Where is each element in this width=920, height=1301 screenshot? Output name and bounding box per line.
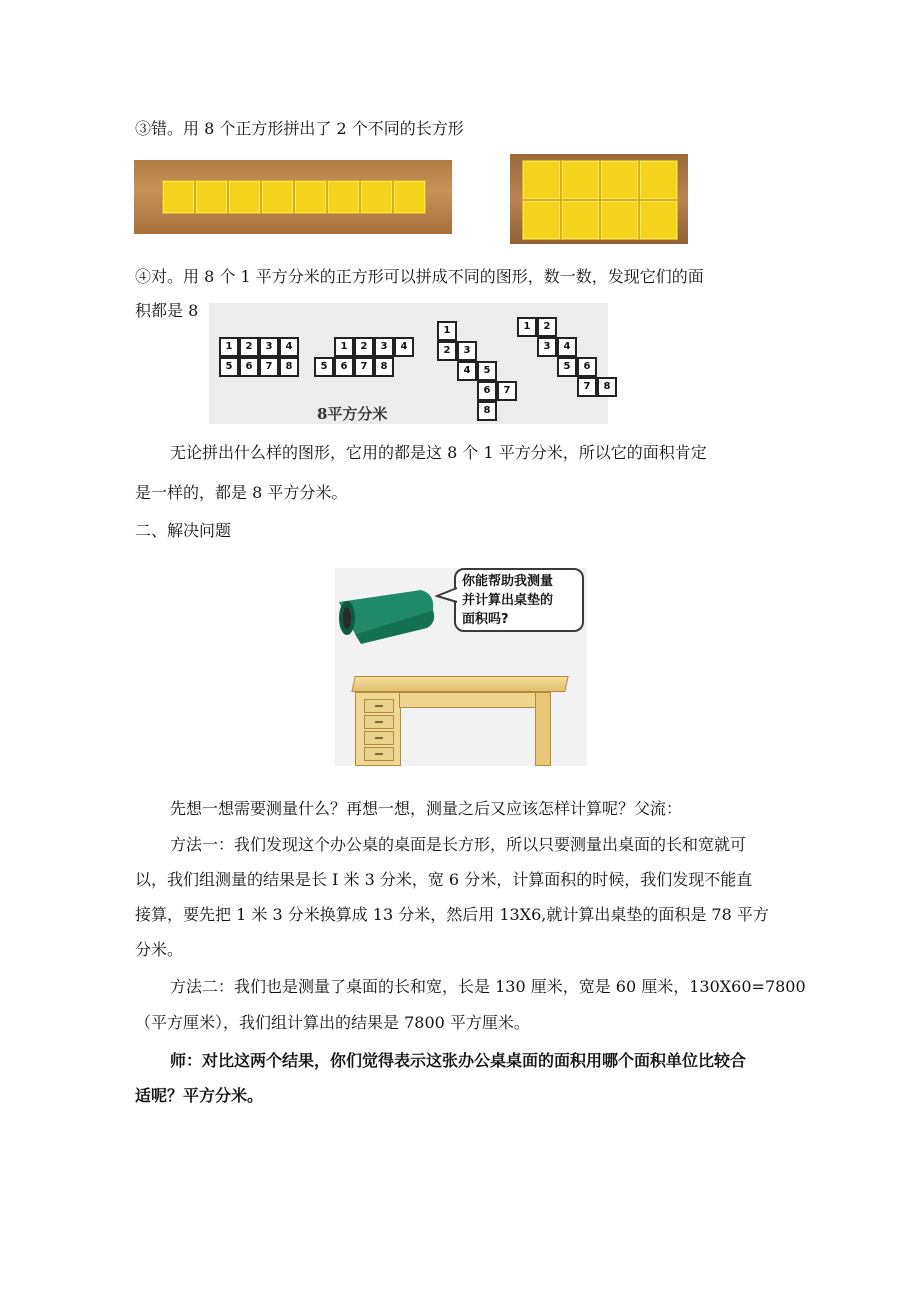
desk-top xyxy=(351,676,568,692)
unit-square-cell: 8 xyxy=(279,357,299,377)
yellow-square xyxy=(600,200,639,240)
unit-square-cell: 4 xyxy=(557,337,577,357)
yellow-square xyxy=(600,160,639,200)
photo-squares-block xyxy=(510,154,688,244)
yellow-square xyxy=(561,200,600,240)
yellow-square xyxy=(261,180,294,214)
unit-square-cell: 8 xyxy=(597,377,617,397)
unit-square-cell: 1 xyxy=(219,337,239,357)
unit-square-cell: 4 xyxy=(457,361,477,381)
unit-square-cell: 2 xyxy=(437,341,457,361)
explanation-line1: 无论拼出什么样的图形，它用的都是这 8 个 1 平方分米，所以它的面积肯定 xyxy=(170,443,707,462)
unit-square-cell: 6 xyxy=(577,357,597,377)
photo-squares-row xyxy=(134,160,452,234)
yellow-square xyxy=(162,180,195,214)
unit-square-cell: 7 xyxy=(259,357,279,377)
method1-line1: 方法一：我们发现这个办公桌的桌面是长方形，所以只要测量出桌面的长和宽就可 xyxy=(170,835,747,854)
eight-square-shapes-figure xyxy=(209,303,611,424)
unit-square-cell: 2 xyxy=(239,337,259,357)
unit-square-cell: 4 xyxy=(394,337,414,357)
yellow-square xyxy=(522,160,561,200)
unit-square-cell: 3 xyxy=(259,337,279,357)
yellow-square xyxy=(294,180,327,214)
rolled-mat-icon xyxy=(335,588,445,658)
method1-line2: 以，我们组测量的结果是长 I 米 3 分米，宽 6 分米，计算面积的时候，我们发现不能直 xyxy=(135,870,753,889)
desk-leg-right xyxy=(535,692,551,766)
yellow-square xyxy=(228,180,261,214)
unit-square-cell: 7 xyxy=(577,377,597,397)
unit-square-cell: 3 xyxy=(374,337,394,357)
desk-apron xyxy=(399,692,549,708)
unit-square-cell: 3 xyxy=(457,341,477,361)
unit-square-cell: 7 xyxy=(497,381,517,401)
yellow-square xyxy=(327,180,360,214)
method1-line4: 分米。 xyxy=(135,940,184,959)
unit-square-cell: 5 xyxy=(477,361,497,381)
unit-square-cell: 5 xyxy=(219,357,239,377)
unit-square-cell: 2 xyxy=(354,337,374,357)
unit-square-cell: 4 xyxy=(279,337,299,357)
figure-caption: 8平方分米 xyxy=(317,405,388,423)
teacher-line2: 适呢？平方分米。 xyxy=(135,1086,264,1105)
speech-bubble xyxy=(454,568,584,632)
unit-square-cell: 8 xyxy=(374,357,394,377)
discussion-prompt: 先想一想需要测量什么？再想一想，测量之后又应该怎样计算呢？父流： xyxy=(170,799,683,818)
yellow-square xyxy=(360,180,393,214)
section4-heading-line1: ④对。用 8 个 1 平方分米的正方形可以拼成不同的图形，数一数，发现它们的面 xyxy=(135,267,704,286)
explanation-line2: 是一样的，都是 8 平方分米。 xyxy=(135,483,348,502)
unit-square-cell: 5 xyxy=(557,357,577,377)
method1-line3: 接算，要先把 1 米 3 分米换算成 13 分米，然后用 13X6,就计算出桌垫的面积是 78 平方 xyxy=(135,905,769,924)
yellow-square xyxy=(639,160,678,200)
desk-illustration xyxy=(335,568,587,766)
unit-square-cell: 6 xyxy=(477,381,497,401)
speech-bubble-line2: 并计算出桌垫的 xyxy=(462,593,554,608)
yellow-square xyxy=(561,160,600,200)
unit-square-cell: 2 xyxy=(537,317,557,337)
part2-heading: 二、解决问题 xyxy=(135,521,232,540)
method2-line1: 方法二：我们也是测量了桌面的长和宽，长是 130 厘米，宽是 60 厘米，130X60=7800 xyxy=(170,977,806,996)
unit-square-cell: 6 xyxy=(239,357,259,377)
unit-square-cell: 8 xyxy=(477,401,497,421)
unit-square-cell: 1 xyxy=(334,337,354,357)
desk-drawer-cabinet xyxy=(355,692,401,766)
section4-heading-line2: 积都是 8 xyxy=(135,301,199,320)
unit-square-cell: 7 xyxy=(354,357,374,377)
yellow-square xyxy=(393,180,426,214)
unit-square-cell: 6 xyxy=(334,357,354,377)
speech-bubble-line1: 你能帮助我测量 xyxy=(462,574,554,589)
yellow-square xyxy=(195,180,228,214)
unit-square-cell: 1 xyxy=(437,321,457,341)
method2-line2: （平方厘米），我们组计算出的结果是 7800 平方厘米。 xyxy=(135,1013,530,1032)
yellow-square xyxy=(639,200,678,240)
section3-heading: ③错。用 8 个正方形拼出了 2 个不同的长方形 xyxy=(135,119,464,138)
speech-bubble-line3: 面积吗? xyxy=(462,612,509,627)
unit-square-cell: 5 xyxy=(314,357,334,377)
speech-bubble-tail-icon xyxy=(435,586,459,606)
yellow-square xyxy=(522,200,561,240)
teacher-line1: 师：对比这两个结果，你们觉得表示这张办公桌桌面的面积用哪个面积单位比较合 xyxy=(170,1051,747,1070)
unit-square-cell: 1 xyxy=(517,317,537,337)
unit-square-cell: 3 xyxy=(537,337,557,357)
